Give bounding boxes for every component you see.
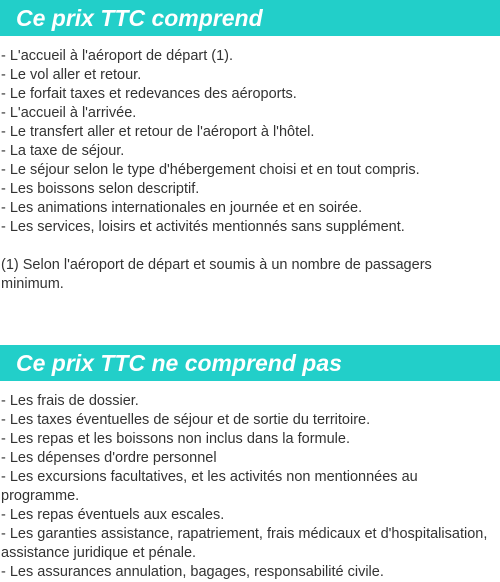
list-item: - Les repas éventuels aux escales. xyxy=(1,507,225,523)
list-item: - Les repas et les boissons non inclus dans la formule. xyxy=(1,431,350,447)
price-includes-list xyxy=(0,36,500,237)
price-excludes-title: Ce prix TTC ne comprend pas xyxy=(0,345,500,381)
list-item: - Les animations internationales en journée et en soirée. xyxy=(1,200,363,216)
list-item: - L'accueil à l'arrivée. xyxy=(1,105,137,121)
list-item: - La taxe de séjour. xyxy=(1,143,125,159)
list-item: - Les garanties assistance, rapatriement, frais médicaux et d'hospitalisation, assistance juridique et pénale. xyxy=(1,526,488,561)
list-item: - L'accueil à l'aéroport de départ (1). xyxy=(1,48,234,64)
price-includes-title: Ce prix TTC comprend xyxy=(0,0,500,36)
list-item: - Les assurances annulation, bagages, responsabilité civile. xyxy=(1,564,384,580)
list-item: - Le forfait taxes et redevances des aéroports. xyxy=(1,86,297,102)
list-item: - Les dépenses d'ordre personnel xyxy=(1,450,217,466)
footnote: (1) Selon l'aéroport de départ et soumis à un nombre de passagers minimum. xyxy=(1,257,432,292)
section-spacer xyxy=(0,294,500,345)
list-item: - Les services, loisirs et activités mentionnés sans supplément. xyxy=(1,219,405,235)
list-item: - Les boissons selon descriptif. xyxy=(1,181,200,197)
list-item: - Le vol aller et retour. xyxy=(1,67,142,83)
list-item: - Les frais de dossier. xyxy=(1,393,139,409)
list-item: - Les taxes éventuelles de séjour et de sortie du territoire. xyxy=(1,412,371,428)
price-excludes-list xyxy=(0,381,500,582)
list-item: - Le transfert aller et retour de l'aéroport à l'hôtel. xyxy=(1,124,315,140)
list-item: - Les excursions facultatives, et les activités non mentionnées au programme. xyxy=(1,469,418,504)
list-item: - Le séjour selon le type d'hébergement choisi et en tout compris. xyxy=(1,162,420,178)
price-excludes-section xyxy=(0,345,500,582)
